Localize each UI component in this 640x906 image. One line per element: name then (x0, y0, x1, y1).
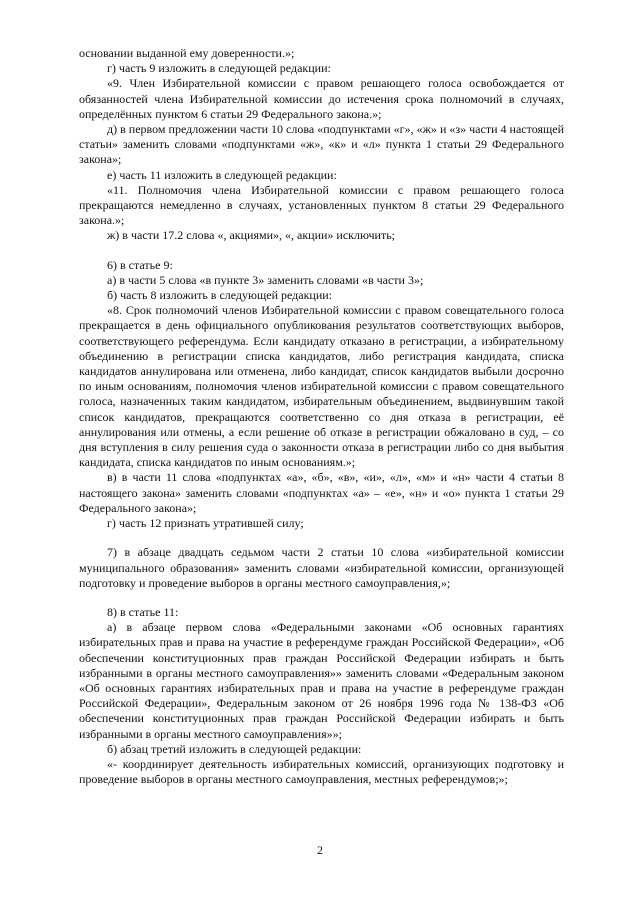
paragraph-10: б) часть 8 изложить в следующей редакции: (107, 288, 333, 303)
paragraph-9: а) в части 5 слова «в пункте 3» заменить словами «в части 3»; (107, 272, 424, 287)
section-gap (79, 244, 564, 258)
paragraph-16: а) в абзаце первом слова «Федеральными законами «Об основных гарантиях избирательных прав и права на участие в референдуме граждан Российской Федерации», «Об обеспечении конституционных прав граждан Российской Федерации избирать и быть избранными в органы местного самоуправления»» заменить словами «Федеральным законом «Об основных гарантиях избирательных прав и права на участие в референдуме граждан Российской Федерации», Федеральным законом от 26 ноября 1996 года № 138-ФЗ «Об обеспечении конституционных прав граждан Российской Федерации избирать и быть избранными в органы местного самоуправления»»; (79, 620, 564, 741)
paragraph-15: 8) в статье 11: (107, 604, 179, 619)
document-body (79, 46, 564, 787)
paragraph-8: 6) в статье 9: (107, 257, 173, 272)
section-gap (79, 531, 564, 545)
paragraph-2: г) часть 9 изложить в следующей редакции: (107, 61, 331, 76)
paragraph-14: 7) в абзаце двадцать седьмом части 2 статьи 10 слова «избирательной комиссии муниципального образования» заменить словами «избирательной комиссии, организующей подготовку и проведение выборов в органы местного самоуправления,»; (79, 545, 564, 590)
paragraph-6: «11. Полномочия члена Избирательной комиссии с правом решающего голоса прекращаются немедленно в случаях, установленных пунктом 8 статьи 29 Федерального закона.»; (79, 182, 564, 228)
paragraph-3: «9. Член Избирательной комиссии с правом решающего голоса освобождается от обязанностей члена Избирательной комиссии до истечения срока полномочий в случаях, определённых пунктом 6 статьи 29 Федерального закона.»; (79, 76, 564, 121)
paragraph-7: ж) в части 17.2 слова «, акциями», «, акции» исключить; (107, 228, 395, 243)
paragraph-4: д) в первом предложении части 10 слова «подпунктами «г», «ж» и «з» части 4 настоящей статьи» заменить словами «подпунктами «ж», «к» и «л» пункта 1 статьи 29 Федерального закона»; (79, 122, 564, 167)
paragraph-11: «8. Срок полномочий членов Избирательной комиссии с правом совещательного голоса прекращается в день официального опубликования результатов соответствующих выборов, соответствующего референдума. Если кандидату отказано в регистрации, а избирательному объединению в регистрации списка кандидатов, либо регистрация кандидата, списка кандидатов аннулирована или отменена, либо кандидат, список кандидатов выбыли досрочно по иным основаниям, полномочия членов избирательной комиссии с правом совещательного голоса, назначенных таким кандидатом, избирательным объединением, выдвинувшим такой список кандидатов, прекращаются соответственно со дня отказа в регистрации, её аннулирования или отмены, а если решение об отказе в регистрации обжаловано в суд, – со дня вступления в силу решения суда о законности отказа в регистрации либо со дня выбытия кандидата, списка кандидатов по иным основаниям.»; (79, 303, 564, 470)
paragraph-12: в) в части 11 слова «подпунктах «а», «б», «в», «и», «л», «м» и «н» части 4 статьи 8 настоящего закона» заменить словами «подпунктах «а» – «е», «н» и «о» пункта 1 статьи 29 Федерального закона»; (79, 470, 564, 515)
paragraph-17: б) абзац третий изложить в следующей редакции: (107, 741, 362, 756)
paragraph-18: «- координирует деятельность избирательных комиссий, организующих подготовку и проведение выборов в органы местного самоуправления, местных референдумов;»; (79, 756, 564, 787)
section-gap (79, 591, 564, 605)
paragraph-5: е) часть 11 изложить в следующей редакции: (107, 167, 337, 182)
paragraph-13: г) часть 12 признать утратившей силу; (107, 516, 304, 531)
paragraph-1: основании выданной ему доверенности.»; (79, 46, 295, 60)
page-number: 2 (317, 843, 323, 857)
